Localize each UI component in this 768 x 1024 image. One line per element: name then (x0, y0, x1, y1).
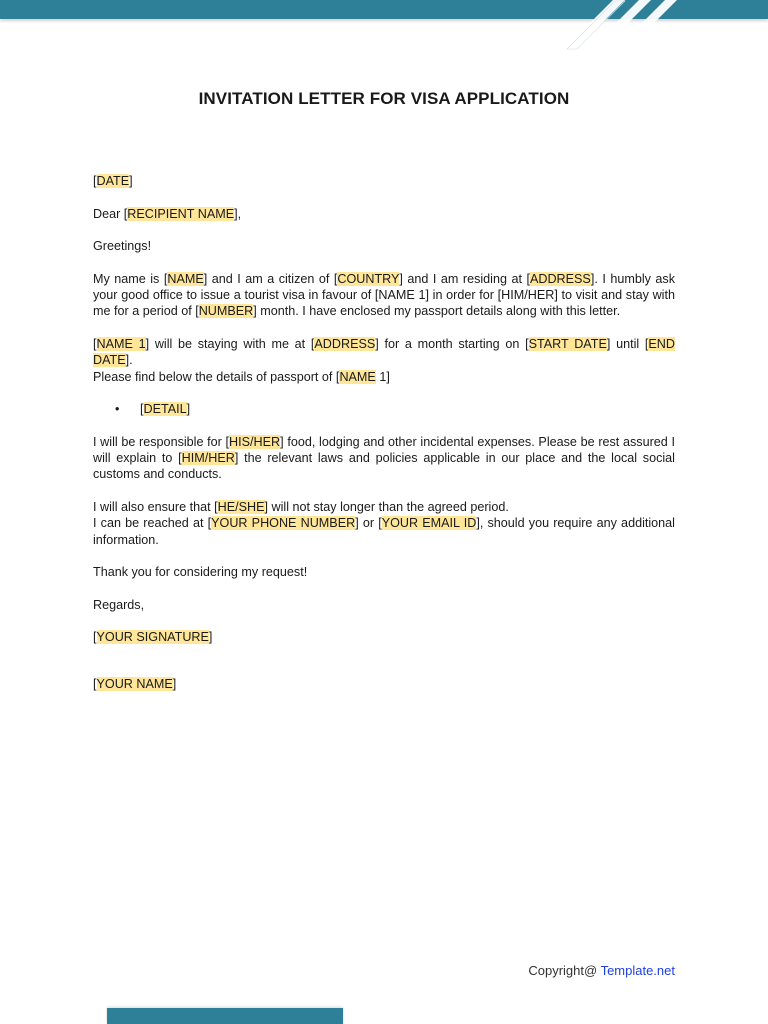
paragraph-introduction (93, 271, 675, 320)
copyright-prefix: Copyright@ (528, 963, 601, 978)
closing-line: Regards, (93, 597, 145, 612)
name-line: [YOUR NAME] (93, 676, 177, 691)
placeholder-address: ADDRESS (529, 271, 591, 286)
placeholder-end-date: END DATE (93, 336, 675, 368)
text: ] and I am residing at [ (399, 271, 530, 286)
salutation-suffix: ], (234, 206, 242, 221)
paragraph-stay-details: [NAME 1] will be staying with me at [ADDRESS] for a month starting on [START DATE] until [END DATE]. (93, 336, 675, 368)
placeholder-date: DATE (96, 174, 130, 188)
placeholder-email-id: YOUR EMAIL ID (381, 516, 477, 531)
paragraph-assurance (93, 499, 675, 515)
placeholder-start-date: START DATE (528, 336, 607, 351)
placeholder-him-her: HIM/HER (181, 451, 235, 466)
text: Please find below the details of passport of [ (93, 369, 340, 384)
placeholder-his-her: HIS/HER (229, 434, 281, 449)
text: ] food, lodging and other incidental expenses. Please be rest assured I will explain to [ (93, 434, 675, 466)
text: ]. (125, 353, 133, 368)
thanks-line: Thank you for considering my request! (93, 565, 308, 580)
brand-link[interactable]: Template.net (600, 963, 675, 978)
paragraph-passport-intro (93, 369, 675, 385)
text: ] will be staying with me at [ (145, 336, 315, 351)
text: ] and I am a citizen of [ (203, 271, 338, 286)
placeholder-recipient-name: RECIPIENT NAME (127, 206, 235, 221)
text: I will also ensure that [ (93, 499, 218, 514)
placeholder-he-she: HE/SHE (217, 499, 265, 514)
placeholder-detail: DETAIL (143, 402, 187, 417)
text: ] month. I have enclosed my passport details along with this letter. (253, 304, 621, 319)
footer-accent-bar (107, 1008, 343, 1024)
text: ] or [ (355, 516, 382, 531)
text: ] for a month starting on [ (375, 336, 529, 351)
text: ] will not stay longer than the agreed period. (264, 499, 509, 514)
document-title: INVITATION LETTER FOR VISA APPLICATION (198, 89, 570, 108)
list-item-detail: • [DETAIL] (115, 402, 191, 417)
placeholder-name-1: NAME 1 (96, 336, 146, 351)
date-line: [DATE] (93, 174, 133, 188)
placeholder-signature: YOUR SIGNATURE (96, 630, 209, 645)
placeholder-name: NAME (339, 369, 376, 384)
placeholder-country: COUNTRY (337, 271, 400, 286)
paragraph-contact (93, 515, 675, 548)
placeholder-phone-number: YOUR PHONE NUMBER (211, 516, 356, 531)
letter-body (93, 173, 675, 708)
signature-space (93, 646, 675, 676)
text: I will be responsible for [ (93, 434, 230, 449)
salutation-prefix: Dear [ (93, 206, 128, 221)
placeholder-address: ADDRESS (314, 336, 376, 351)
text: ] the relevant laws and policies applicable in our place and the local social customs and conducts. (93, 451, 675, 482)
placeholder-number: NUMBER (198, 304, 254, 319)
text: ] until [ (606, 336, 649, 351)
greeting: Greetings! (93, 239, 152, 254)
placeholder-name: NAME (167, 271, 204, 286)
paragraph-responsibility (93, 434, 675, 483)
placeholder-your-name: YOUR NAME (96, 676, 173, 691)
text: I can be reached at [ (93, 516, 212, 531)
header-decorative-stripes (555, 0, 695, 52)
text: ]. I humbly ask your good office to issue a tourist visa in favour of [NAME 1] in order for [HIM/HER] to visit and stay with me for a period of [ (93, 271, 675, 319)
signature-line: [YOUR SIGNATURE] (93, 630, 213, 645)
copyright-notice (420, 963, 675, 978)
text: My name is [ (93, 271, 168, 286)
text: ], should you require any additional information. (93, 516, 675, 547)
bullet-icon: • (115, 402, 120, 417)
text: 1] (375, 369, 390, 384)
salutation (93, 206, 675, 222)
